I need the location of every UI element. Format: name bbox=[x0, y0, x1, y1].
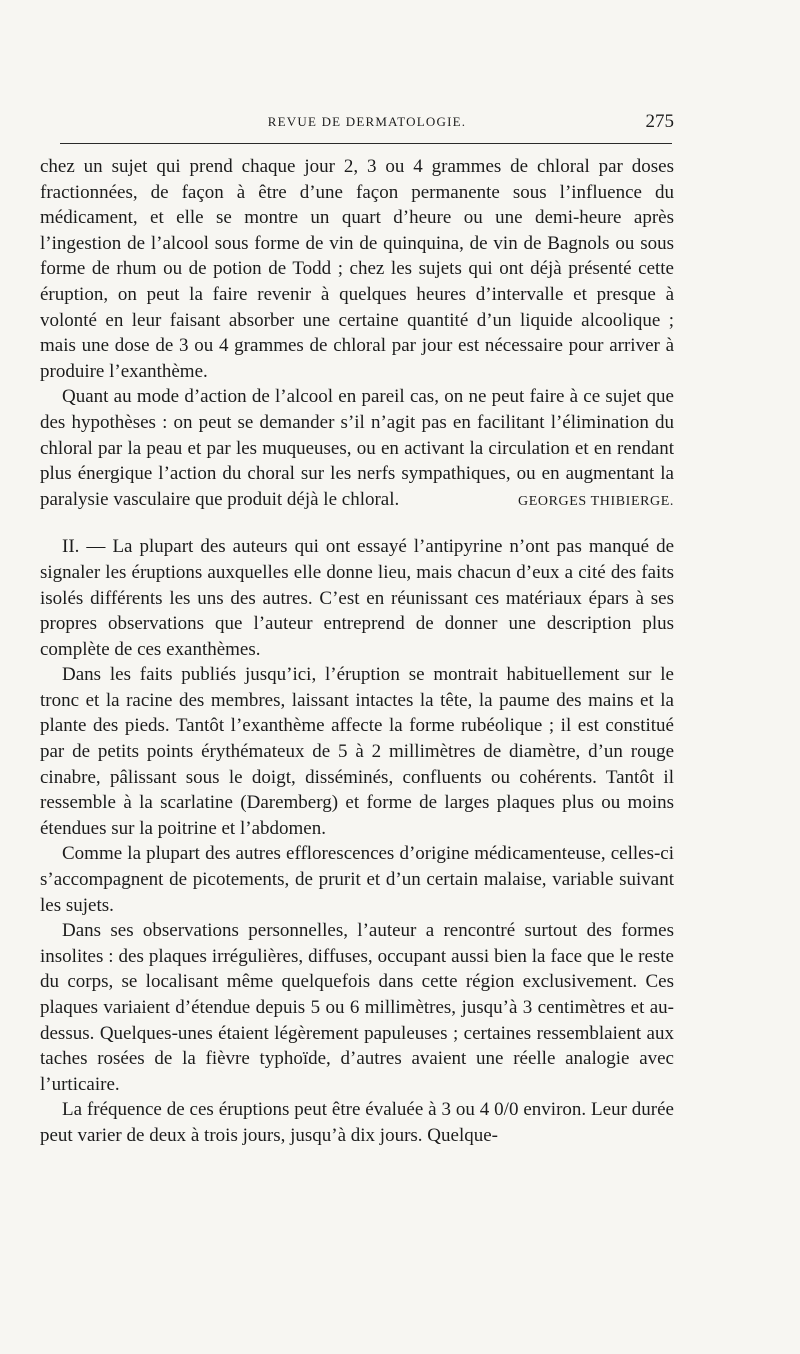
page-number: 275 bbox=[645, 111, 674, 132]
page-header bbox=[60, 108, 674, 138]
section-number: II. bbox=[62, 536, 80, 558]
paragraph: Comme la plupart des autres efflorescences d’origine médicamenteuse, celles-ci s’accompagnent de picotements, de prurit et d’un certain malaise, variable suivant les sujets. bbox=[40, 843, 674, 916]
paragraph bbox=[40, 534, 674, 662]
paragraph bbox=[40, 384, 674, 512]
section-gap bbox=[40, 512, 674, 534]
paragraph: La fréquence de ces éruptions peut être évaluée à 3 ou 4 0/0 environ. Leur durée peut varier de deux à trois jours, jusqu’à dix jours. Quelque- bbox=[40, 1099, 674, 1146]
running-title: REVUE DE DERMATOLOGIE. bbox=[267, 114, 467, 129]
paragraph: Dans ses observations personnelles, l’auteur a rencontré surtout des formes insolites : des plaques irrégulières, diffuses, occupant aussi bien la face que le reste du corps, se localisant même quelquefois dans cette région exclusivement. Ces plaques variaient d’étendue depuis 5 ou 6 millimètres, jusqu’à 3 centimètres et au-dessus. Quelques-unes étaient légèrement papuleuses ; certaines ressemblaient aux taches rosées de la fièvre typhoïde, d’autres avaient une réelle analogie avec l’urticaire. bbox=[40, 920, 674, 1095]
header-rule bbox=[60, 143, 672, 144]
paragraph: chez un sujet qui prend chaque jour 2, 3 ou 4 grammes de chloral par doses fractionnées, de façon à être d’une façon permanente sous l’influence du médicament, et elle se montre un quart d’heure ou une demi-heure après l’ingestion de l’alcool sous forme de vin de quinquina, de vin de Bagnols ou sous forme de rhum ou de potion de Todd ; chez les sujets qui ont déjà présenté cette éruption, on peut la faire revenir à quelques heures d’intervalle et presque à volonté en leur faisant absorber une certaine quantité d’un liquide alcoolique ; mais une dose de 3 ou 4 grammes de chloral par jour est nécessaire pour arriver à produire l’exanthème. bbox=[40, 156, 674, 382]
author-signature: GEORGES THIBIERGE. bbox=[518, 493, 674, 509]
body-text bbox=[40, 154, 674, 1149]
paragraph-text: — La plupart des auteurs qui ont essayé l’antipyrine n’ont pas manqué de signaler les éruptions auxquelles elle donne lieu, mais chacun d’eux a cité des faits isolés différents les uns des autres. C’est en réunissant ces matériaux épars à ses propres observations que l’auteur entreprend de donner une description plus complète de ces exanthèmes. bbox=[40, 536, 674, 660]
paragraph: Dans les faits publiés jusqu’ici, l’éruption se montrait habituellement sur le tronc et la racine des membres, laissant intactes la tête, la paume des mains et la plante des pieds. Tantôt l’exanthème affecte la forme rubéolique ; il est constitué par de petits points érythémateux de 5 à 2 millimètres de diamètre, d’un rouge cinabre, pâlissant sous le doigt, disséminés, confluents ou cohérents. Tantôt il ressemble à la scarlatine (Daremberg) et forme de larges plaques plus ou moins étendues sur la poitrine et l’abdomen. bbox=[40, 664, 674, 839]
paragraph-text: Quant au mode d’action de l’alcool en pareil cas, on ne peut faire à ce sujet que des hypothèses : on peut se demander s’il n’agit pas en facilitant l’élimination du chloral par la peau et par les muqueuses, ou en activant la circulation et en rendant plus énergique l’action du choral sur les nerfs sympathiques, ou en augmentant la paralysie vasculaire que produit déjà le chloral. bbox=[40, 386, 674, 510]
